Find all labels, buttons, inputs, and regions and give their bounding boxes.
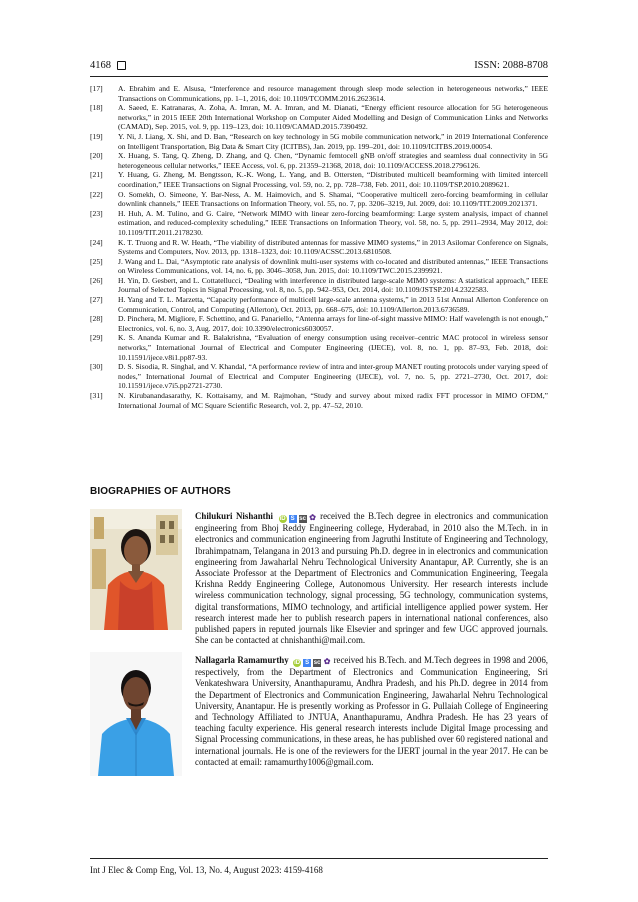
orcid-icon[interactable]: iD <box>279 516 286 522</box>
reference-item <box>90 257 548 276</box>
reference-item <box>90 84 548 103</box>
author-photo-1 <box>90 509 182 630</box>
biographies-heading: BIOGRAPHIES OF AUTHORS <box>90 486 231 497</box>
scopus-icon[interactable]: sc <box>313 660 321 666</box>
reference-text: H. Huh, A. M. Tulino, and G. Caire, “Network MIMO with linear zero-forcing beamforming: Large system analysis, impact of channel estimation, and reduced-complexity scheduling,” IEEE Transactions on Information Theory, vol. 58, no. 5, pp. 2911–2934, May 2012, doi: 10.1109/TIT.2011.2178230. <box>118 208 548 237</box>
reference-item <box>90 362 548 391</box>
reference-list <box>90 84 548 410</box>
reference-text: K. T. Truong and R. W. Heath, “The viability of distributed antennas for massive MIMO systems,” in 2013 Asilomar Conference on Signals, Systems and Computers, Nov. 2013, pp. 1318–1323, doi: 10.1109/ACSSC.2013.6810508. <box>118 237 548 257</box>
scopus-icon[interactable]: sc <box>299 516 306 522</box>
footer-rule <box>90 858 548 859</box>
reference-text: D. Pinchera, M. Migliore, F. Schettino, and G. Panariello, “Antenna arrays for line-of-sight massive MIMO: Half wavelength is not enough,” Electronics, vol. 6, no. 3, Aug. 2017, doi: 10.3390/electronics6030057. <box>118 314 548 333</box>
author-name-1: Chilukuri Nishanthi <box>195 511 274 521</box>
reference-number: [20] <box>90 151 103 161</box>
reference-item <box>90 391 548 410</box>
reference-number: [25] <box>90 256 103 266</box>
author-bio-2 <box>195 655 548 768</box>
author-bio-text-2: received his B.Tech. and M.Tech degrees in 1998 and 2006, respectively, from the Department of Electronics and Communication Engineering, Sri Venkateshwara University, Ananthapuramu, Andhra Pradesh, and his Ph.D. degree in 2014 from the Department of Electronics and Communication Engineering, Jawaharlal Nehru Technological University, Anantapur. He is presently working as Professor in G. Pullaiah College of Engineering and Technology Affiliated to JNTUA, Ananthapuramu, Andhra Pradesh. He has 23 years of teaching faculty experience. His general research interests include Digital Image processing and Signal Processing communications, in these areas, he has published over 60 registered national and international journals. He is one of the reviewers for the IJERT journal in the year 2017. He can be contacted at email: ramamurthy1006@gmail.com. <box>195 655 549 767</box>
square-icon <box>117 61 126 70</box>
orcid-icon[interactable]: iD <box>294 660 301 666</box>
reference-number: [23] <box>90 208 103 218</box>
reference-number: [22] <box>90 189 103 199</box>
reference-text: J. Wang and L. Dai, “Asymptotic rate analysis of downlink multi-user systems with co-located and distributed antennas,” IEEE Transactions on Wireless Communications, vol. 14, no. 6, pp. 3046–3058, Jun. 2015, doi: 10.1109/TWC.2015.2399921. <box>118 256 548 276</box>
reference-text: K. S. Ananda Kumar and R. Balakrishna, “Evaluation of energy consumption using receiver–centric MAC protocol in wireless sensor networks,” International Journal of Electrical and Computer Engineering (IJECE), vol. 8, no. 1, pp. 87–93, Feb. 2018, doi: 10.11591/ijece.v8i1.pp87-93. <box>118 333 548 362</box>
web-of-science-icon[interactable]: ✿ <box>323 657 331 666</box>
reference-number: [30] <box>90 362 103 372</box>
google-scholar-icon[interactable]: S <box>305 660 310 666</box>
header-rule <box>90 76 548 77</box>
author-profile-icons-1 <box>277 512 317 523</box>
reference-number: [26] <box>90 275 103 285</box>
author-bio-1 <box>195 511 548 646</box>
reference-number: [18] <box>90 103 103 113</box>
reference-item <box>90 151 548 170</box>
reference-text: N. Kirubanandasarathy, K. Kottaisamy, and M. Rajmohan, “Study and survey about mixed radix FFT processor in MIMO OFDM,” International Journal of MC Square Scientific Research, vol. 2, pp. 47–52, 2010. <box>118 391 548 410</box>
author-photo-2 <box>90 652 182 776</box>
web-of-science-icon[interactable]: ✿ <box>309 513 316 522</box>
author-profile-icons-2 <box>291 656 331 667</box>
reference-text: Y. Huang, G. Zheng, M. Bengtsson, K.-K. Wong, L. Yang, and B. Ottersten, “Distributed multicell beamforming with limited intercell coordination,” IEEE Transactions on Signal Processing, vol. 59, no. 2, pp. 728–738, Feb. 2011, doi: 10.1109/TSP.2010.2089621. <box>118 170 548 189</box>
reference-text: H. Yang and T. L. Marzetta, “Capacity performance of multicell large-scale antenna systems,” in 2013 51st Annual Allerton Conference on Communication, Control, and Computing (Allerton), Oct. 2013, pp. 668–675, doi: 10.1109/Allerton.2013.6736589. <box>118 295 548 314</box>
reference-item <box>90 103 548 132</box>
author-name-2: Nallagarla Ramamurthy <box>195 655 289 665</box>
reference-number: [31] <box>90 391 103 400</box>
reference-item <box>90 170 548 189</box>
reference-number: [27] <box>90 295 103 305</box>
reference-item <box>90 132 548 151</box>
google-scholar-icon[interactable]: S <box>290 516 295 522</box>
page-number: 4168 <box>90 60 111 71</box>
reference-text: H. Yin, D. Gesbert, and L. Cottatellucci, “Dealing with interference in distributed large-scale MIMO systems: A statistical approach,” IEEE Journal of Selected Topics in Signal Processing, vol. 8, no. 5, pp. 942–953, Oct. 2014, doi: 10.1109/JSTSP.2014.2322583. <box>118 275 548 295</box>
reference-text: D. S. Sisodia, R. Singhal, and V. Khandal, “A performance review of intra and inter-group MANET routing protocols under varying speed of nodes,” International Journal of Electrical and Computer Engineering (IJECE), vol. 7, no. 5, pp. 2721–2730, Oct. 2017, doi: 10.11591/ijece.v7i5.pp2721-2730. <box>118 362 548 391</box>
issn: ISSN: 2088-8708 <box>474 60 548 71</box>
reference-number: [17] <box>90 84 103 93</box>
reference-text: A. Ebrahim and E. Alsusa, “Interference and resource management through sleep mode selection in heterogeneous networks,” IEEE Transactions on Communications, pp. 1–1, 2016, doi: 10.1109/TCOMM.2016.2623614. <box>118 84 548 103</box>
reference-item <box>90 333 548 362</box>
reference-text: O. Somekh, O. Simeone, Y. Bar-Ness, A. M. Haimovich, and S. Shamai, “Cooperative multicell zero-forcing beamforming in cellular downlink channels,” IEEE Transactions on Information Theory, vol. 55, no. 7, pp. 3206–3219, Jul. 2009, doi: 10.1109/TIT.2009.2021371. <box>118 189 548 209</box>
reference-text: A. Saeed, E. Katranaras, A. Zoha, A. Imran, M. A. Imran, and M. Dianati, “Energy efficient resource allocation for 5G heterogeneous networks,” in 2015 IEEE 20th International Workshop on Computer Aided Modelling and Design of Communication Links and Networks (CAMAD), Sep. 2015, vol. 9, pp. 119–123, doi: 10.1109/CAMAD.2015.7390492. <box>118 103 548 132</box>
reference-item <box>90 238 548 257</box>
page-footer: Int J Elec & Comp Eng, Vol. 13, No. 4, August 2023: 4159-4168 <box>90 865 323 875</box>
reference-number: [29] <box>90 333 103 343</box>
reference-item <box>90 314 548 333</box>
reference-item <box>90 209 548 238</box>
reference-item <box>90 276 548 295</box>
reference-text: Y. Ni, J. Liang, X. Shi, and D. Ban, “Research on key technology in 5G mobile communication network,” in 2019 International Conference on Intelligent Transportation, Big Data & Smart City (ICITBS), Jan. 2019, pp. 199–201, doi: 10.1109/ICITBS.2019.00054. <box>118 131 548 151</box>
reference-number: [21] <box>90 170 103 180</box>
page-header <box>90 60 548 76</box>
reference-text: X. Huang, S. Tang, Q. Zheng, D. Zhang, and Q. Chen, “Dynamic femtocell gNB on/off strategies and seamless dual connectivity in 5G heterogeneous cellular networks,” IEEE Access, vol. 6, pp. 21359–21368, 2018, doi: 10.1109/ACCESS.2018.2796126. <box>118 151 548 170</box>
reference-item <box>90 190 548 209</box>
reference-number: [28] <box>90 314 103 324</box>
reference-number: [19] <box>90 131 103 141</box>
reference-number: [24] <box>90 237 103 247</box>
author-bio-text-1: received the B.Tech degree in electronics and communication engineering from Bhoj Reddy Engineering college, Hyderabad, in 2010 also the M.Tech. in in electronics and communication engineering from Jagruthi Institute of Engineering and Technology, Ibrahimpatnam, Telangana in 2013 and pursuing Ph.D. degree in in electronics and communication engineering from Jawaharlal Nehru Technological University Anantapur, AP. Currently, she is an Associate Professor at the Department of Electronics and Communication Engineering, Teegala Krishna Reddy Engineering College, Autonomous University. Her research interests include wireless communication technology, signal processing, 5G technology, communication systems, digital transformations, MIMO technology, and artificial intelligence applied power system. Her research interest made her to publish research papers in international national conferences, also published papers in reputed journals like Elsevier and springer and few UGC approved journals. She can be contacted at chnishanthi@mail.com. <box>195 511 549 646</box>
reference-item <box>90 295 548 314</box>
